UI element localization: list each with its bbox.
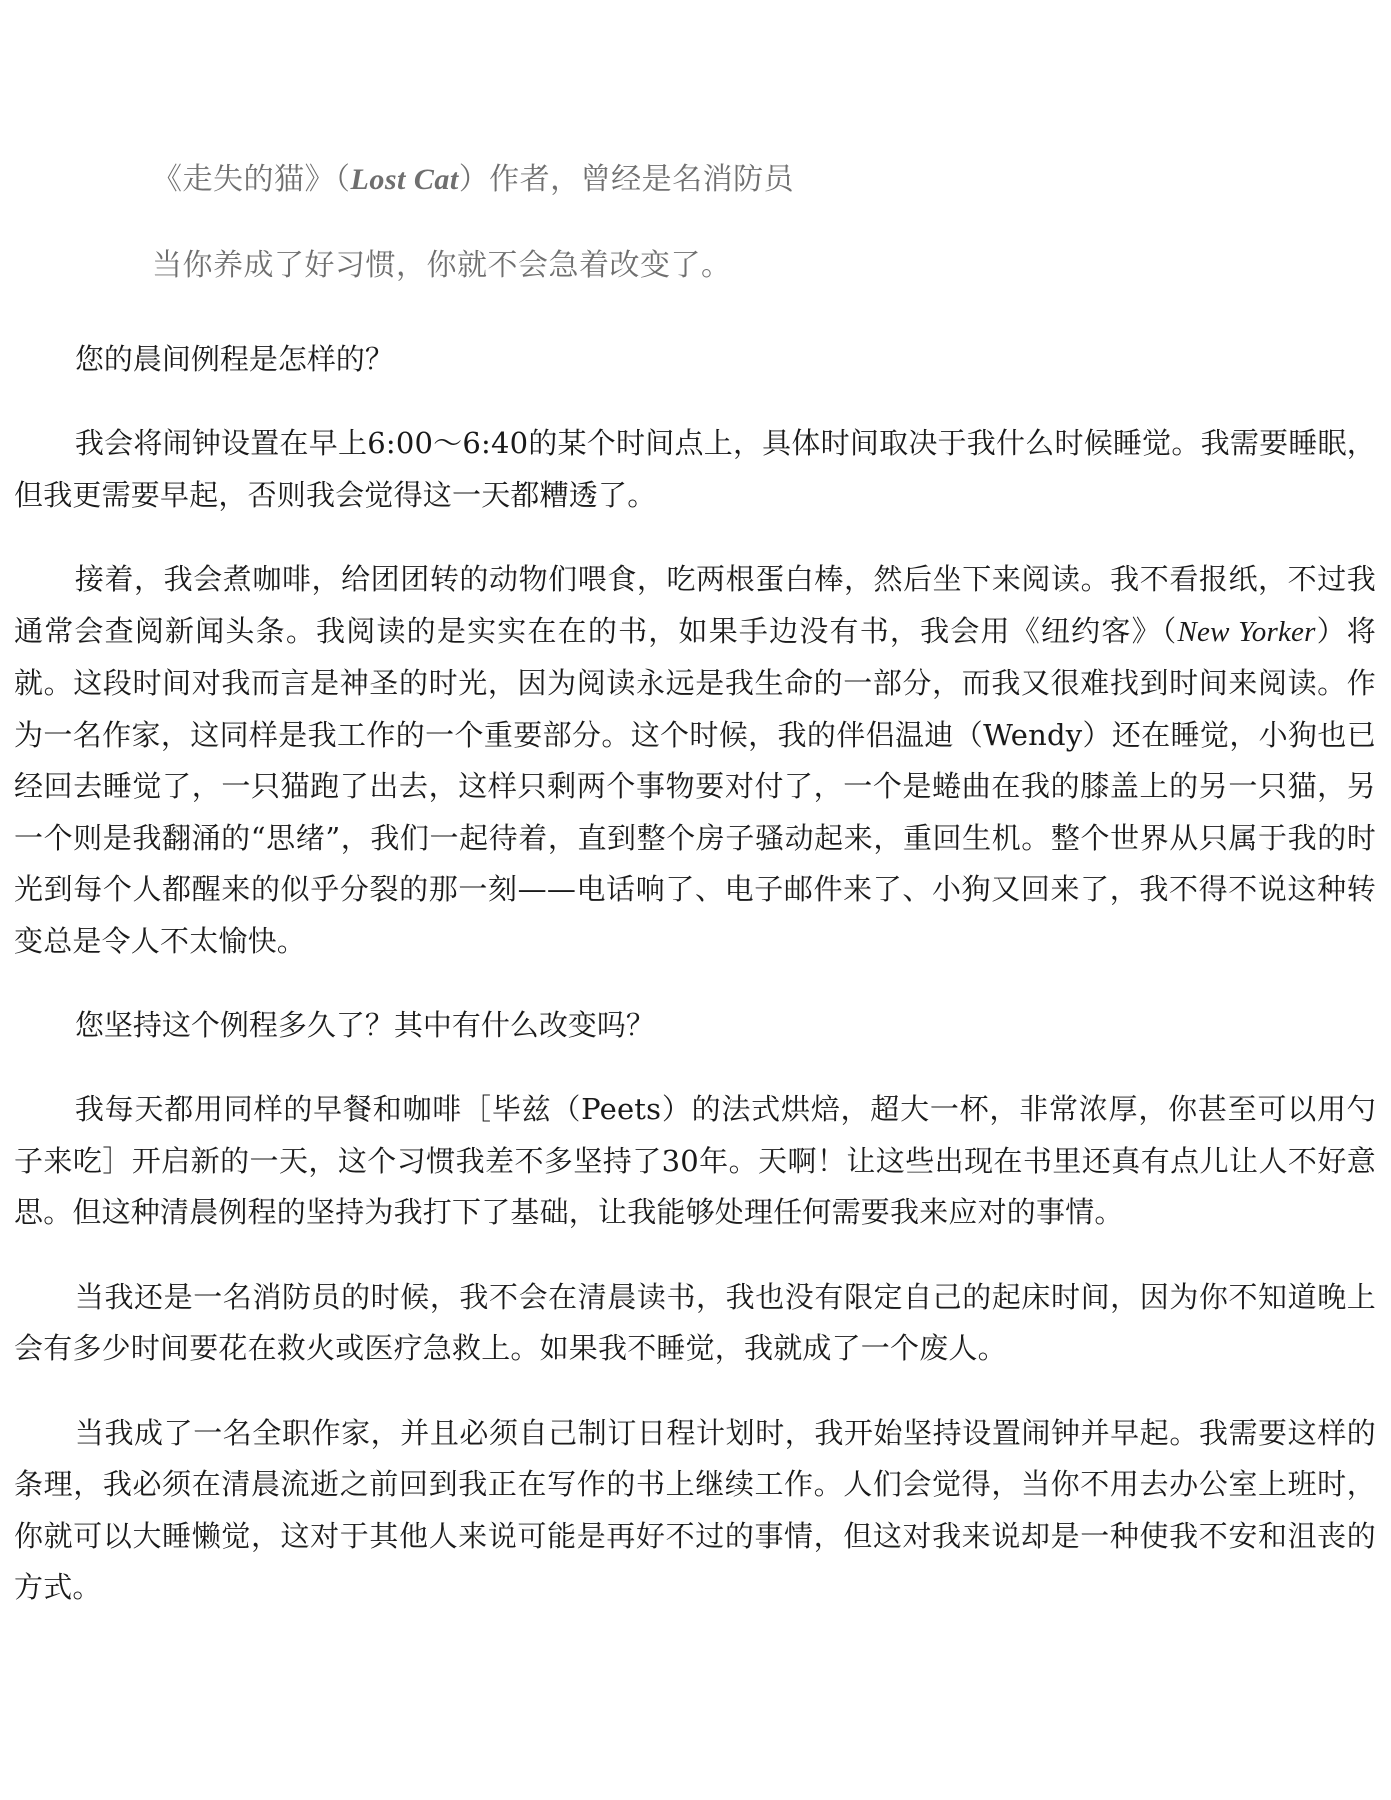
paragraph-5: 当我成了一名全职作家，并且必须自己制订日程计划时，我开始坚持设置闹钟并早起。我需要这样的条理，我必须在清晨流逝之前回到我正在写作的书上继续工作。人们会觉得，当你不用去办公室上班时，你就可以大睡懒觉，这对于其他人来说可能是再好不过的事情，但这对我来说却是一种使我不安和沮丧的方式。 (14, 1415, 1376, 1604)
paragraph-2 (14, 554, 1376, 967)
paragraph-3: 我每天都用同样的早餐和咖啡［毕兹（Peets）的法式烘焙，超大一杯，非常浓厚，你甚至可以用勺子来吃］开启新的一天，这个习惯我差不多坚持了30年。天啊！让这些出现在书里还真有点儿让人不好意思。但这种清晨例程的坚持为我打下了基础，让我能够处理任何需要我来应对的事情。 (14, 1092, 1376, 1229)
paragraph-2-part-a: 接着，我会煮咖啡，给团团转的动物们喂食，吃两根蛋白棒，然后坐下来阅读。我不看报纸，不过我通常会查阅新闻头条。我阅读的是实实在在的书，如果手边没有书，我会用《纽约客》（ (14, 562, 1376, 648)
paragraph-4: 当我还是一名消防员的时候，我不会在清晨读书，我也没有限定自己的起床时间，因为你不知道晚上会有多少时间要花在救火或医疗急救上。如果我不睡觉，我就成了一个废人。 (14, 1279, 1376, 1365)
paragraph-2-part-b: ）将就。这段时间对我而言是神圣的时光，因为阅读永远是我生命的一部分，而我又很难找到时间来阅读。作为一名作家，这同样是我工作的一个重要部分。这个时候，我的伴侣温迪（Wendy）还在睡觉，小狗也已经回去睡觉了，一只猫跑了出去，这样只剩两个事物要对付了，一个是蜷曲在我的膝盖上的另一只猫，另一个则是我翻涌的“思绪”，我们一起待着，直到整个房子骚动起来，重回生机。整个世界从只属于我的时光到每个人都醒来的似乎分裂的那一刻——电话响了、电子邮件来了、小狗又回来了，我不得不说这种转变总是令人不太愉快。 (14, 613, 1376, 958)
book-title-suffix: ）作者，曾经是名消防员 (458, 162, 795, 197)
question-1: 您的晨间例程是怎样的？ (74, 342, 394, 376)
book-title-english: Lost Cat (350, 163, 459, 196)
book-title-prefix: 《走失的猫》（ (152, 162, 351, 197)
document-page (14, 160, 1376, 1647)
question-2: 您坚持这个例程多久了？其中有什么改变吗？ (74, 1008, 655, 1042)
author-quote: 当你养成了好习惯，你就不会急着改变了。 (152, 248, 732, 283)
author-subtitle (14, 160, 1376, 200)
new-yorker-title: New Yorker (1177, 615, 1316, 648)
paragraph-1: 我会将闹钟设置在早上6:00～6:40的某个时间点上，具体时间取决于我什么时候睡觉。我需要睡眠，但我更需要早起，否则我会觉得这一天都糟透了。 (14, 426, 1376, 512)
